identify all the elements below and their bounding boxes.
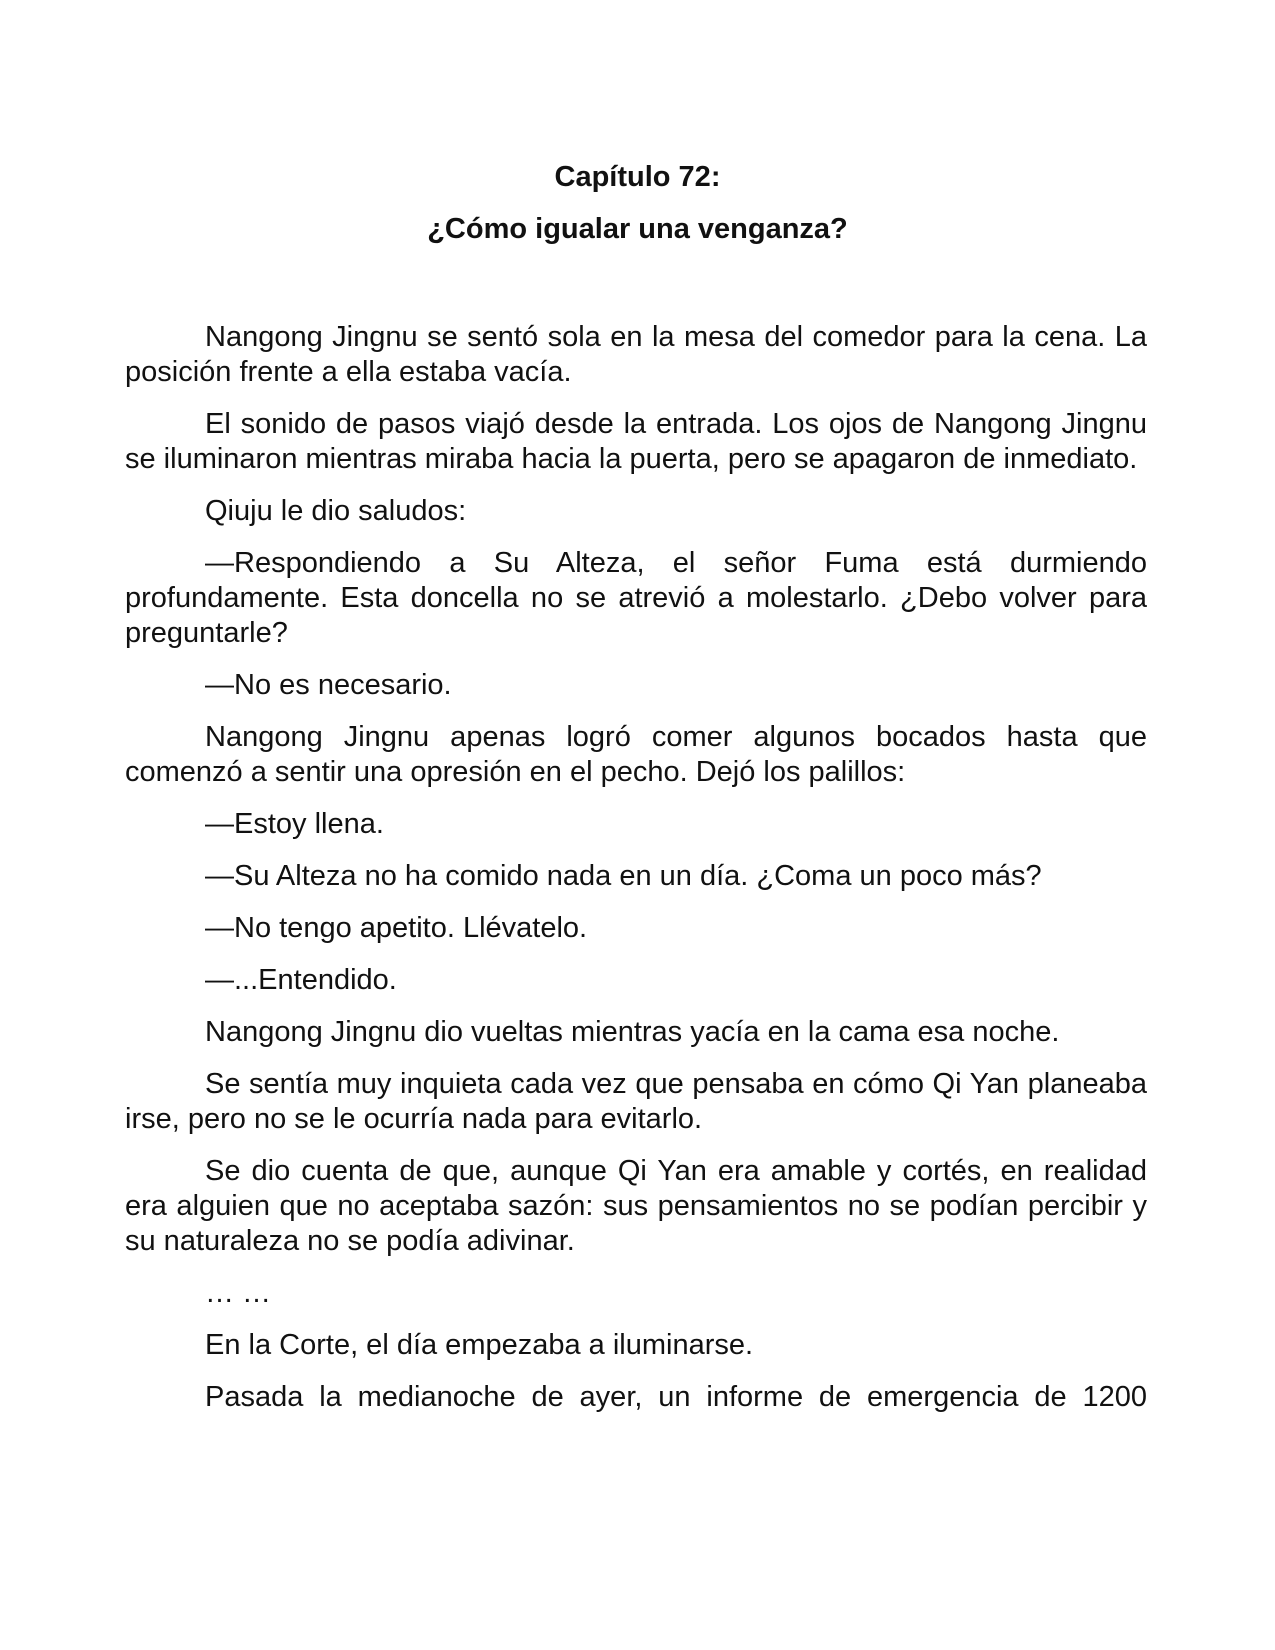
paragraph: Qiuju le dio saludos:: [205, 495, 467, 527]
scene-break: … …: [205, 1277, 272, 1309]
paragraph: Se dio cuenta de que, aunque Qi Yan era amable y cortés, en realidad era alguien que no aceptaba sazón: sus pensamientos no se podían percibir y su naturaleza no se podía adivinar.: [125, 1155, 1147, 1257]
chapter-body: [125, 320, 1147, 1432]
paragraph: —...Entendido.: [205, 964, 397, 996]
paragraph: En la Corte, el día empezaba a iluminarse.: [205, 1329, 754, 1361]
paragraph: El sonido de pasos viajó desde la entrada. Los ojos de Nangong Jingnu se iluminaron mientras miraba hacia la puerta, pero se apagaron de inmediato.: [125, 408, 1147, 475]
chapter-heading: [0, 160, 1275, 264]
paragraph: Pasada la medianoche de ayer, un informe de emergencia de 1200: [205, 1381, 1147, 1413]
paragraph: —No es necesario.: [205, 669, 452, 701]
paragraph: —Estoy llena.: [205, 808, 384, 840]
paragraph: Nangong Jingnu apenas logró comer algunos bocados hasta que comenzó a sentir una opresión en el pecho. Dejó los palillos:: [125, 721, 1147, 788]
paragraph: —No tengo apetito. Llévatelo.: [205, 912, 588, 944]
paragraph: —Respondiendo a Su Alteza, el señor Fuma está durmiendo profundamente. Esta doncella no se atrevió a molestarlo. ¿Debo volver para preguntarle?: [125, 547, 1147, 649]
paragraph: Nangong Jingnu dio vueltas mientras yacía en la cama esa noche.: [205, 1016, 1060, 1048]
paragraph: Se sentía muy inquieta cada vez que pensaba en cómo Qi Yan planeaba irse, pero no se le ocurría nada para evitarlo.: [125, 1068, 1147, 1135]
chapter-title: ¿Cómo igualar una venganza?: [427, 213, 848, 245]
paragraph: —Su Alteza no ha comido nada en un día. ¿Coma un poco más?: [205, 860, 1042, 892]
chapter-number: Capítulo 72:: [554, 161, 721, 193]
paragraph: Nangong Jingnu se sentó sola en la mesa del comedor para la cena. La posición frente a ella estaba vacía.: [125, 321, 1147, 388]
